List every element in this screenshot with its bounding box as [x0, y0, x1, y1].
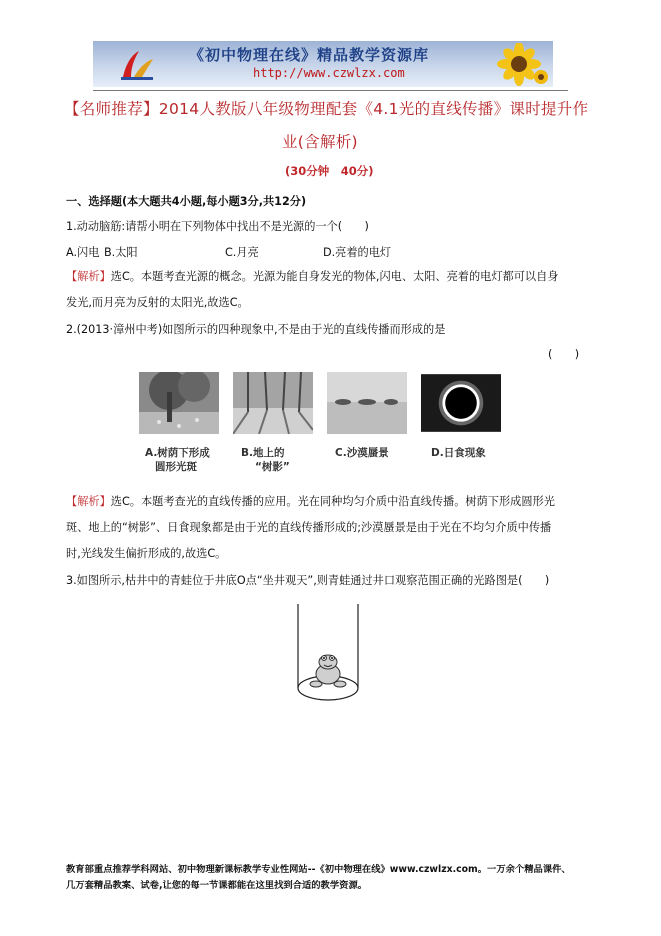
caption-c: C.沙漠蜃景 — [335, 447, 389, 459]
header-divider — [93, 90, 568, 91]
header-banner — [93, 41, 553, 87]
frog-in-well-figure — [288, 600, 368, 706]
footer-line2: 几万套精品教案、试卷,让您的每一节课都能在这里找到合适的教学资源。 — [66, 880, 368, 891]
page-footer — [66, 862, 571, 894]
analysis-1-line2: 发光,而月亮为反射的太阳光,故选C。 — [66, 296, 249, 309]
analysis-label: 【解析】 — [66, 495, 111, 508]
caption-a: A.树荫下形成 圆形光斑 — [145, 447, 210, 473]
analysis-2-line2: 斑、地上的“树影”、日食现象都是由于光的直线传播形成的;沙漠蜃景是由于光在不均匀介质中传播 — [66, 521, 552, 534]
section-heading: 一、选择题(本大题共4小题,每小题3分,共12分) — [66, 195, 307, 208]
footer-line1: 教育部重点推荐学科网站、初中物理新课标教学专业性网站--《初中物理在线》www.czwlzx.com。一万余个精品课件、 — [66, 864, 571, 875]
caption-b: B.地上的 “树影” — [241, 447, 290, 473]
option-c: C.月亮 — [225, 246, 259, 259]
document-title-line1: 【名师推荐】2014人教版八年级物理配套《4.1光的直线传播》课时提升作 — [64, 100, 589, 118]
analysis-2-line1 — [66, 493, 555, 509]
analysis-2-line3: 时,光线发生偏折形成的,故选C。 — [66, 547, 227, 560]
question-1: 1.动动脑筋:请帮小明在下列物体中找出不是光源的一个( ) — [66, 220, 369, 233]
analysis-1-line1 — [66, 268, 558, 284]
caption-d: D.日食现象 — [431, 447, 486, 459]
question-2-answer-bracket: ( ) — [548, 348, 580, 361]
question-2-figures — [139, 372, 507, 473]
tree-shadow-photo — [233, 372, 313, 434]
analysis-label: 【解析】 — [66, 270, 111, 283]
banner-url[interactable]: http://www.czwlzx.com — [253, 66, 405, 80]
solar-eclipse-photo — [421, 372, 501, 434]
question-3: 3.如图所示,枯井中的青蛙位于井底O点“坐井观天”,则青蛙通过井口观察范围正确的光路图是( ) — [66, 574, 550, 587]
option-d: D.亮着的电灯 — [323, 246, 392, 259]
tree-shade-photo — [139, 372, 219, 434]
sunflower-icon — [489, 43, 549, 87]
site-logo-icon — [117, 47, 157, 83]
option-b: B.太阳 — [104, 246, 138, 259]
banner-title: 《初中物理在线》精品教学资源库 — [189, 46, 430, 64]
option-a: A.闪电 — [66, 246, 100, 259]
time-score-note: (30分钟 40分) — [285, 164, 374, 178]
question-2: 2.(2013·漳州中考)如图所示的四种现象中,不是由于光的直线传播而形成的是 — [66, 323, 446, 336]
analysis-1-text: 选C。本题考查光源的概念。光源为能自身发光的物体,闪电、太阳、亮着的电灯都可以自身 — [110, 270, 559, 283]
analysis-2-text: 选C。本题考查光的直线传播的应用。光在同种均匀介质中沿直线传播。树荫下形成圆形光 — [110, 495, 555, 508]
desert-mirage-photo — [327, 372, 407, 434]
document-title-line2: 业(含解析) — [282, 133, 358, 151]
